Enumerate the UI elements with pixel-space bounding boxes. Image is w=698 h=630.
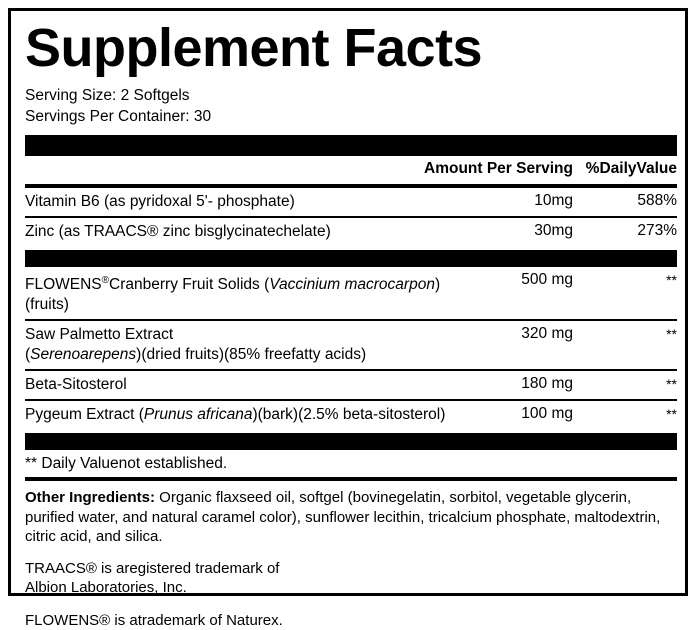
nutrient-name <box>25 267 455 320</box>
divider-mid <box>25 250 677 267</box>
registered-mark: ® <box>101 275 110 286</box>
table-row <box>25 370 677 400</box>
table-row <box>25 320 677 370</box>
serving-info <box>25 85 677 127</box>
nutrient-name <box>25 320 455 370</box>
table-row <box>25 267 677 320</box>
nutrient-name: Vitamin B6 (as pyridoxal 5'- phosphate) <box>25 188 455 217</box>
traacs-trademark-line2: Albion Laboratories, Inc. <box>25 578 187 596</box>
nutrient-amount: 180 mg <box>455 370 573 400</box>
nutrient-name-mid: Cranberry Fruit Solids ( <box>109 276 270 294</box>
nutrient-name-post: )(bark)(2.5% beta-sitosterol) <box>252 406 446 424</box>
nutrient-amount: 10mg <box>455 188 573 217</box>
nutrient-amount: 100 mg <box>521 405 573 423</box>
traacs-trademark-line1: TRAACS® is aregistered trademark of <box>25 559 280 577</box>
nutrient-dv: ** <box>573 370 677 400</box>
nutrient-dv: 588% <box>573 188 677 217</box>
nutrient-amount: 500 mg <box>455 267 573 320</box>
nutrient-name: Zinc (as TRAACS® zinc bisglycinatechelate) <box>25 223 331 240</box>
serving-size: Serving Size: 2 Softgels <box>25 87 190 104</box>
nutrient-name-line1: Saw Palmetto Extract <box>25 326 174 344</box>
daily-value-header: %DailyValue <box>585 160 677 177</box>
nutrient-name-latin: Serenoarepens <box>30 346 137 364</box>
servings-per-container: Servings Per Container: 30 <box>25 108 212 125</box>
nutrient-name-pre: Pygeum Extract ( <box>25 406 144 424</box>
table-row <box>25 188 677 217</box>
nutrient-name <box>25 400 455 429</box>
divider-thick-top <box>25 135 677 156</box>
traacs-trademark-note <box>25 559 677 597</box>
nutrient-dv: ** <box>666 406 677 423</box>
nutrient-amount: 320 mg <box>455 320 573 370</box>
nutrient-name-latin: Prunus africana <box>143 406 253 424</box>
nutrient-name-post: )(fruits) <box>25 276 441 314</box>
page-title: Supplement Facts <box>25 18 483 78</box>
daily-value-footnote: ** Daily Valuenot established. <box>25 455 228 473</box>
flowens-trademark-note: FLOWENS® is atrademark of Naturex. <box>25 611 283 629</box>
divider-above-other-ingredients <box>25 477 677 481</box>
nutrients-table-bottom <box>25 267 677 429</box>
nutrient-dv: 273% <box>637 222 677 239</box>
other-ingredients-text: Organic flaxseed oil, softgel (bovinegelatin, sorbitol, vegetable glycerin, purified water, and natural caramel color), sunflower lecithin, tricalcium phosphate, maltodextrin, citric acid, and silica. <box>25 489 661 546</box>
amount-per-serving-header: Amount Per Serving <box>424 160 573 177</box>
nutrient-name: Beta-Sitosterol <box>25 370 455 400</box>
supplement-facts-panel <box>8 8 688 629</box>
nutrient-name-post: )(dried fruits)(85% freefatty acids) <box>136 346 367 364</box>
nutrient-name-latin: Vaccinium macrocarpon <box>269 276 435 294</box>
other-ingredients-label: Other Ingredients: <box>25 489 156 507</box>
nutrient-amount: 30mg <box>534 222 573 239</box>
other-ingredients <box>25 488 677 547</box>
table-row <box>25 400 677 429</box>
nutrients-table-top <box>25 188 677 246</box>
column-headers <box>25 156 677 181</box>
table-row <box>25 217 677 246</box>
divider-bottom <box>25 433 677 450</box>
nutrient-name-pre: ( <box>25 346 31 364</box>
nutrient-dv: ** <box>573 267 677 320</box>
nutrient-dv: ** <box>573 320 677 370</box>
supplement-facts-content <box>25 19 677 630</box>
nutrient-name-pre: FLOWENS <box>25 276 102 294</box>
